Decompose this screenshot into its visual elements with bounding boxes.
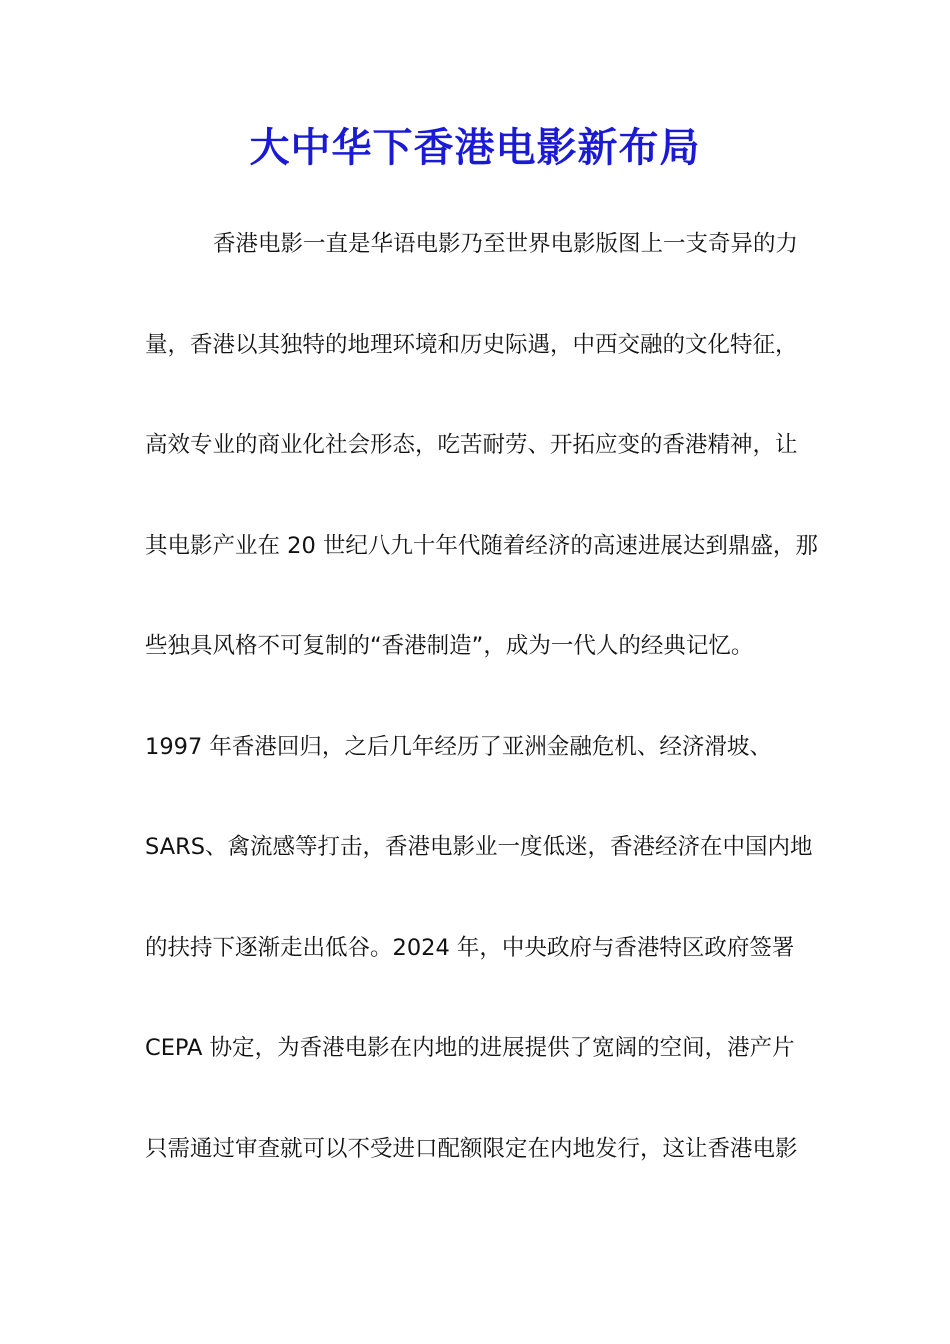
body-line: 些独具风格不可复制的“香港制造”，成为一代人的经典记忆。 bbox=[145, 633, 754, 659]
body-line: CEPA 协定，为香港电影在内地的进展提供了宽阔的空间，港产片 bbox=[145, 1035, 795, 1061]
body-line: 只需通过审查就可以不受进口配额限定在内地发行，这让香港电影 bbox=[145, 1135, 798, 1162]
body-line: 高效专业的商业化社会形态，吃苦耐劳、开拓应变的香港精神，让 bbox=[145, 432, 798, 458]
body-text bbox=[145, 222, 825, 1227]
body-line: 的扶持下逐渐走出低谷。2024 年，中央政府与香港特区政府签署 bbox=[145, 934, 795, 961]
body-line: 香港电影一直是华语电影乃至世界电影版图上一支奇异的力 bbox=[213, 231, 799, 257]
body-line: 量，香港以其独特的地理环境和历史际遇，中西交融的文化特征， bbox=[145, 331, 798, 358]
body-line: 其电影产业在 20 世纪八九十年代随着经济的高速进展达到鼎盛，那 bbox=[145, 532, 818, 559]
body-line: 1997 年香港回归，之后几年经历了亚洲金融危机、经济滑坡、 bbox=[145, 733, 772, 760]
document-title: 大中华下香港电影新布局 bbox=[249, 125, 701, 171]
body-line: SARS、禽流感等打击，香港电影业一度低迷，香港经济在中国内地 bbox=[145, 834, 813, 860]
